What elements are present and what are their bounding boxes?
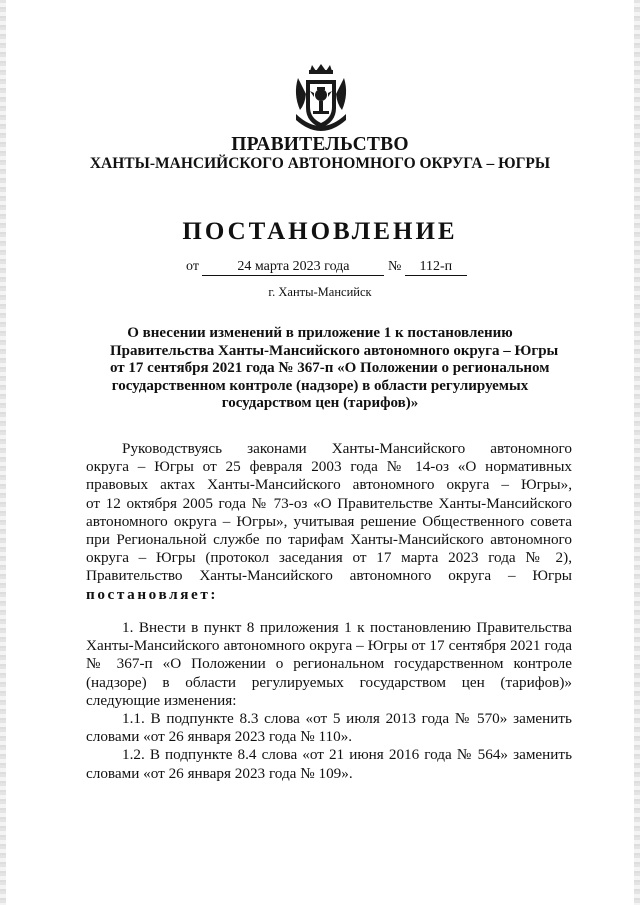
- document-type-title: ПОСТАНОВЛЕНИЕ: [182, 218, 458, 245]
- subject-line: государством цен (тарифов)»: [221, 395, 419, 411]
- clause-1-line: № 367-п «О Положении о региональном государственном контроле: [86, 655, 572, 673]
- subject-line: О внесении изменений в приложение 1 к постановлению: [127, 325, 513, 341]
- clause-1-2-line: словами «от 26 января 2023 года № 109».: [86, 764, 353, 782]
- preamble-line: Правительство Ханты-Мансийского автономного округа – Югры: [86, 567, 572, 585]
- resolves-word: постановляет:: [86, 585, 219, 603]
- clause-1-line: (надзоре) в области регулируемых государством цен (тарифов)»: [86, 673, 572, 691]
- document-number: 112-п: [405, 259, 467, 276]
- coat-of-arms-icon: [292, 64, 350, 134]
- preamble-line: округа – Югры от 25 февраля 2003 года № 14-оз «О нормативных: [86, 458, 572, 476]
- clauses-section: [86, 619, 572, 783]
- preamble-line: при Региональной службе по тарифам Ханты-Мансийского автономного: [86, 531, 572, 549]
- document-subject: [110, 325, 559, 413]
- clause-1-line: следующие изменения:: [86, 691, 237, 709]
- government-region: ХАНТЫ-МАНСИЙСКОГО АВТОНОМНОГО ОКРУГА – ЮГРЫ: [89, 155, 551, 172]
- preamble-line: Руководствуясь законами Ханты-Мансийского автономного: [122, 440, 572, 457]
- subject-line: государственном контроле (надзоре) в области регулируемых: [111, 377, 529, 394]
- clause-1-1-line: 1.1. В подпункте 8.3 слова «от 5 июля 2013 года № 570» заменить: [122, 710, 572, 728]
- number-prefix: №: [387, 259, 402, 274]
- clause-1-line: 1. Внести в пункт 8 приложения 1 к постановлению Правительства: [122, 619, 572, 636]
- date-prefix: от: [186, 259, 199, 274]
- clause-1-line: Ханты-Мансийского автономного округа – Югры от 17 сентября 2021 года: [86, 637, 572, 655]
- date-number-line: [186, 259, 467, 276]
- subject-line: от 17 сентября 2021 года № 367-п «О Положении о региональном: [110, 360, 550, 376]
- document-date: 24 марта 2023 года: [202, 259, 384, 276]
- clause-1-1-line: словами «от 26 января 2023 года № 110».: [86, 728, 353, 746]
- preamble-line: автономного округа – Югры», учитывая решение Общественного совета: [86, 512, 572, 530]
- preamble-paragraph: [86, 440, 572, 604]
- government-title: ПРАВИТЕЛЬСТВО: [231, 134, 409, 155]
- preamble-line: округа – Югры (протокол заседания от 17 марта 2023 года № 2),: [86, 549, 572, 567]
- preamble-line: от 12 октября 2005 года № 73-оз «О Правительстве Ханты-Мансийского: [86, 494, 572, 512]
- subject-line: Правительства Ханты-Мансийского автономного округа – Югры: [110, 342, 559, 359]
- clause-1-2-line: 1.2. В подпункте 8.4 слова «от 21 июня 2016 года № 564» заменить: [122, 746, 572, 764]
- preamble-line: правовых актах Ханты-Мансийского автономного округа – Югры»,: [86, 476, 572, 494]
- issue-city: г. Ханты-Мансийск: [268, 285, 372, 299]
